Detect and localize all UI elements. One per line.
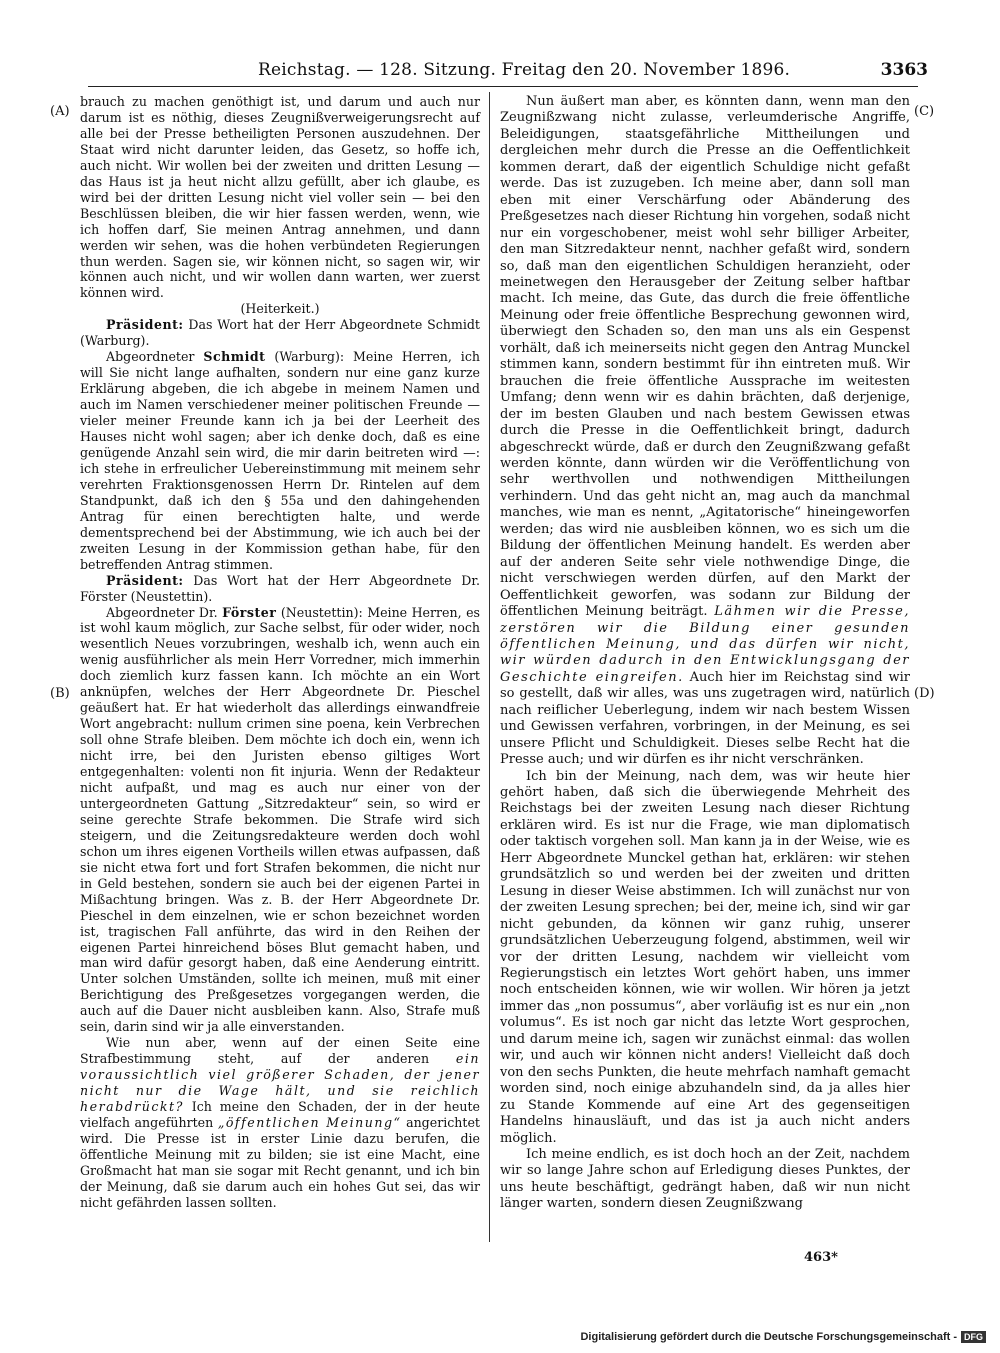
speech-text: Ich meine den Schaden, der in der heute vielfach angeführten [80,1099,480,1130]
margin-marker-d: (D) [914,686,935,701]
header-rule [88,86,918,87]
column-rule [489,92,490,1242]
speech-text: angerichtet wird. Die Presse ist in erster Linie dazu berufen, die öffentliche Meinung mit zu bilden; sie ist eine Macht, eine Großmacht hat man sie sogar mit Recht genannt, und ich bin der Meinung, daß sie darum auch ein hohes Gut sei, das wir nicht gefährden lassen sollten. [80,1115,480,1210]
speech-text: Das Wort hat der Herr Abgeordnete Schmidt (Warburg). [80,317,480,349]
speaker-name: Förster [222,604,277,620]
margin-marker-b: (B) [50,686,70,701]
paragraph [80,605,480,1036]
paragraph: Ich bin der Meinung, nach dem, was wir heute hier gehört haben, daß sich die überwiegende Mehrheit des Reichstags bei der zweiten Lesung nach dieser Richtung erklären wird. Es ist nur die Frage, wie man diplomatisch oder taktisch vorgehen soll. Man kann ja in der Weise, wie es Herr Abgeordnete Munckel gethan hat, erklären: wir stehen grundsätzlich so und werden bei der zweiten und dritten Lesung in dieser Weise abstimmen. Ich will zunächst nur von der zweiten Lesung sprechen; bei der, meine ich, sind wir gar nicht gebunden, da können wir ganz ruhig, unserer grundsätzlichen Ueberzeugung folgend, abstimmen, weil wir vor der dritten Lesung, nachdem wir vielleicht vom Regierungstisch ein letztes Wort gehört haben, uns immer noch entscheiden können, wie wir wollen. Wir hören ja jetzt immer das „non possumus“, aber vorläufig ist es nur ein „non volumus“. Es ist noch gar nicht das letzte Wort gesprochen, und darum meine ich, sagen wir zunächst einmal: das wollen wir, und auch wir können nicht anders! Vielleicht daß doch von den sechs Punkten, die heute mehrfach namhaft gemacht worden sind, noch einige abzuhandeln sind, da ja alles hier zu Stande Kommende auf eine Art des gegenseitigen Handelns hinausläuft, und das ist ja auch nicht anders möglich. [500,768,910,1146]
speech-text: Auch hier im Reichstag sind wir so gestellt, daß wir alles, was uns zugetragen wird, natürlich nach reiflicher Ueberlegung, indem wir nach bestem Wissen und Gewissen verfahren, vorbringen, in der Meinung, es sei unsere Pflicht und Schuldigkeit. Dieses selbe Recht hat die Presse auch; und wir dürfen es ihr nicht verschränken. [500,669,910,768]
paragraph: Ich meine endlich, es ist doch hoch an der Zeit, nachdem wir so lange Jahre schon auf Erledigung dieses Punktes, der uns heute beschäftigt, gedrängt haben, daß wir nun nicht länger warten, sondern diesen Zeugnißzwang [500,1147,910,1212]
speech-text: Das Wort hat der Herr Abgeordnete Dr. Förster (Neustettin). [80,572,480,604]
sheet-number: 463* [804,1250,838,1265]
speech-text: (Warburg): Meine Herren, ich will Sie nicht lange aufhalten, sondern nur eine ganz kurze Erklärung abgeben, die ich abgebe in meinem Namen und auch im Namen verschiedener meiner politischen Freunde — vieler meiner Freunde kann ich ja bei der Leerheit des Hauses nicht wohl sagen; aber ich denke doch, daß es eine genügende Anzahl sein wird, die mir darin beitreten wird —: ich stehe in erfreulicher Uebereinstimmung mit meinem sehr verehrten Fraktionsgenossen Herrn Dr. Rintelen auf dem Standpunkt, daß ich den § 55a und den dahingehenden Antrag für einen berechtigten halte, und werde dementsprechend bei der Abstimmung, wie ich auch bei der zweiten Lesung in der Kommission gethan habe, für den betreffenden Antrag stimmen. [80,349,481,572]
left-column [80,94,480,1211]
emphasized-text: ein voraussichtlich viel größerer Schaden, der jener nicht nur die Wage hält, und sie reichlich herabdrückt? [80,1051,480,1115]
digitization-credit [580,1331,986,1343]
page-number: 3363 [880,60,928,80]
speech-text: Wie nun aber, wenn auf der einen Seite eine Strafbestimmung steht, auf der anderen [80,1035,480,1067]
paragraph [80,573,480,605]
running-title: Reichstag. — 128. Sitzung. Freitag den 20. November 1896. [258,60,791,80]
speaker-name: Schmidt [203,349,266,365]
paragraph [80,349,480,572]
paragraph [80,317,480,349]
speaker-label: Präsident: [106,572,184,588]
paragraph [500,94,910,769]
margin-marker-c: (C) [914,104,935,119]
paragraph: brauch zu machen genöthigt ist, und darum und auch nur darum ist es nöthig, dieses Zeugnißverweigerungsrecht auf alle bei der Presse betheiligten Personen auszudehnen. Der Staat wird nicht darunter leiden, das Gesetz, so hoffe ich, auch nicht. Wir wollen bei der zweiten und dritten Lesung — das Haus ist ja heut nicht allzu gefüllt, aber ich glaube, es wird bei der dritten Lesung nicht viel voller sein — bei den Beschlüssen bleiben, die wir hier fassen werden, wenn, wie ich hoffen darf, Sie meinen Antrag annehmen, und dann werden wir sehen, was die hohen verbündeten Regierungen thun werden. Sagen sie, wir können nicht, so sagen wir, wir können auch nicht, und wir wollen dann warten, wer zuerst können wird. [80,94,480,301]
emphasized-text: Lähmen wir die Presse, zerstören wir die Bildung einer gesunden öffentlichen Meinung, und das dürfen wir nicht, wir würden dadurch in den Entwicklungsgang der Geschichte eingreifen. [500,604,910,685]
speech-text: (Neustettin): Meine Herren, es ist wohl kaum möglich, zur Sache selbst, für oder wider, noch wesentlich Neues vorzubringen, weshalb ich, wenn auch ein wenig ausführlicher als mein Herr Vorredner, mich immerhin doch ziemlich kurz fassen kann. Ich möchte an ein Wort anknüpfen, welches der Herr Abgeordnete Dr. Pieschel geäußert hat. Er hat wiederholt das allerdings einwandfreie Wort angebracht: nullum crimen sine poena, kein Verbrechen soll ohne Strafe bleiben. Dem möchte ich doch ein, wenn ich nicht irre, bei den Juristen ebenso giltiges Wort entgegenhalten: volenti non fit injuria. Wenn der Redakteur nicht aufpaßt, und mag es auch nur einer von der untergeordneten Gattung „Sitzredakteur“ sein, so wird er seine gerechte Strafe bekommen. Die Strafe wird sich steigern, und die Zeitungsredakteure werden doch wohl schon um ihres eigenen Vortheils willen etwas aufpassen, daß sie nicht etwa fort und fort Strafen bekommen, die nicht nur in Geld bestehen, sondern sie auch bei der eigenen Partei in Mißachtung bringen. Was z. B. der Herr Abgeordnete Dr. Pieschel in dem einzelnen, wie er schon bezeichnet worden ist, tragischen Fall anführte, das wird in den Reihen der eigenen Partei hinreichend böses Blut gemacht haben, und man wird dafür gesorgt haben, daß eine Aenderung eintritt. Unter solchen Umständen, sollte ich meinen, muß mit einer Berichtigung des Preßgesetzes vorgegangen werden, die auch auf die Dauer nicht ausbleiben kann. Also, Strafe muß sein, darin sind wir ja alle einverstanden. [80,604,480,1035]
credit-text: Digitalisierung gefördert durch die Deutsche Forschungsgemeinschaft - [580,1331,957,1343]
speaker-label: Präsident: [106,317,184,333]
page-header [88,60,928,82]
paragraph [80,1035,480,1210]
speech-text: Nun äußert man aber, es könnten dann, wenn man den Zeugnißzwang nicht zulasse, verleumderische Angriffe, Beleidigungen, staatsgefährliche Mittheilungen und dergleichen mehr durch die Presse an die Oeffentlichkeit kommen derart, daß der eigentlich Schuldige nicht gefaßt werde. Das ist zuzugeben. Ich meine aber, dann soll man eben mit einer Verschärfung oder Abänderung des Preßgesetzes nach dieser Richtung hin vorgehen, sodaß nicht nur ein vorgeschobener, meist wohl sehr billiger Arbeiter, den man Sitzredakteur nennt, nachher gefaßt wird, sondern so, daß man den eigentlichen Schuldigen heranzieht, oder meinetwegen den Herausgeber der Zeitung selber haftbar macht. Ich meine, das Gute, das durch die freie öffentliche Meinung oder freie öffentliche Besprechung gewonnen wird, überwiegt den Schaden so, den man uns als ein Gespenst vorhält, daß ich meinerseits nicht gegen den Antrag Munckel stimmen kann, sondern bestimmt für ihn eintreten muß. Wir brauchen die freie öffentliche Aussprache im weitesten Umfang; denn wenn wir es dahin brächten, daß derjenige, der im besten Glauben und nach bestem Gewissen etwas durch die Presse in die Oeffentlichkeit bringt, dadurch abgeschreckt würde, daß er durch den Zeugnißzwang gefaßt werden könnte, dann würden wir die Veröffentlichung von sehr werthvollen und nothwendigen Mittheilungen verhindern. Und das geht nicht an, mag auch da manchmal manches, wie man es nennt, „Agitatorische“ hineingeworfen werden; das wird nie ausbleiben können, wo es sich um die Bildung der öffentlichen Meinung handelt. Es werden aber auf der anderen Seite sehr viele nothwendige Dinge, die nicht verschwiegen werden dürfen, auf den Markt der Oeffentlichkeit geworfen, was sodann zur Bildung der öffentlichen Meinung beiträgt. [500,94,910,620]
emphasized-text: „öffentlichen Meinung“ [217,1115,402,1130]
speech-intro: Abgeordneter Dr. [106,604,223,620]
interjection: (Heiterkeit.) [240,301,320,317]
right-column [500,94,910,1213]
margin-marker-a: (A) [50,104,70,119]
dfg-logo: DFG [961,1331,986,1343]
speech-intro: Abgeordneter [106,349,204,365]
